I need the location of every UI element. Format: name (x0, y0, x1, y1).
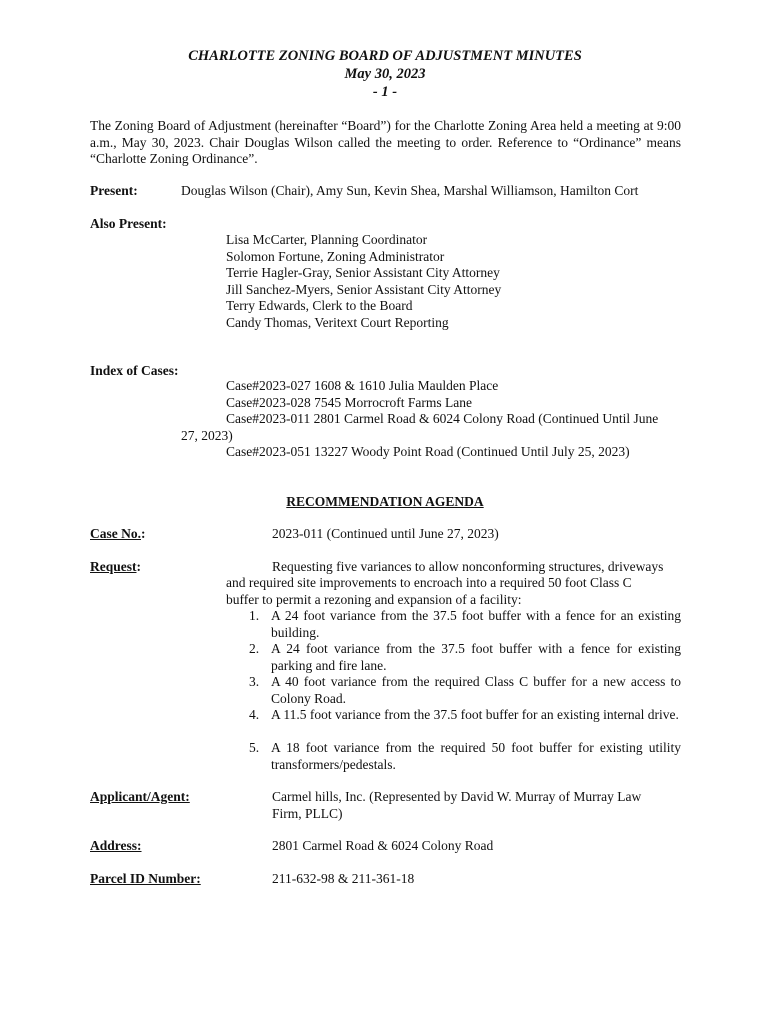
meeting-date: May 30, 2023 (344, 66, 426, 82)
staff-member: Solomon Fortune, Zoning Administrator (226, 248, 445, 264)
applicant-label: Applicant/Agent: (90, 789, 190, 804)
staff-member: Terrie Hagler-Gray, Senior Assistant City Attorney (226, 265, 500, 280)
applicant-value: Carmel hills, Inc. (Represented by David W. Murray of Murray Law Firm, PLLC) (272, 789, 642, 821)
case-index-item: Case#2023-028 7545 Morrocroft Farms Lane (226, 395, 472, 410)
address-value: 2801 Carmel Road & 6024 Colony Road (272, 838, 494, 853)
case-no-value: 2023-011 (Continued until June 27, 2023) (272, 526, 499, 541)
case-index-item: Case#2023-011 2801 Carmel Road & 6024 Colony Road (Continued Until June (226, 411, 659, 426)
agenda-heading: RECOMMENDATION AGENDA (286, 494, 484, 509)
staff-member: Candy Thomas, Veritext Court Reporting (226, 314, 449, 330)
request-line: and required site improvements to encroach into a required 50 foot Class C (226, 575, 632, 590)
staff-member: Jill Sanchez-Myers, Senior Assistant City Attorney (226, 281, 502, 297)
request-line: buffer to permit a rezoning and expansion of a facility: (226, 592, 522, 607)
staff-member: Terry Edwards, Clerk to the Board (226, 298, 413, 313)
present-label: Present: (90, 183, 138, 198)
case-index-item: Case#2023-051 13227 Woody Point Road (Continued Until July 25, 2023) (226, 444, 630, 459)
address-label: Address: (90, 838, 142, 853)
case-index-item-continued: 27, 2023) (181, 428, 233, 443)
parcel-id-value: 211-632-98 & 211-361-18 (272, 871, 415, 886)
staff-list (226, 232, 501, 331)
request-label: Request: (90, 559, 141, 574)
request-line: Requesting five variances to allow nonconforming structures, driveways (272, 559, 664, 574)
present-members: Douglas Wilson (Chair), Amy Sun, Kevin Shea, Marshal Williamson, Hamilton Cort (181, 183, 639, 198)
staff-member: Lisa McCarter, Planning Coordinator (226, 232, 428, 247)
index-of-cases-label: Index of Cases: (90, 363, 179, 378)
case-index-item: Case#2023-027 1608 & 1610 Julia Maulden Place (226, 378, 499, 393)
case-no-label: Case No.: (90, 526, 146, 541)
also-present-label: Also Present: (90, 216, 167, 231)
page-number: - 1 - (372, 84, 398, 100)
document-title: CHARLOTTE ZONING BOARD OF ADJUSTMENT MINUTES (188, 48, 582, 64)
parcel-id-label: Parcel ID Number: (90, 871, 201, 886)
intro-paragraph: The Zoning Board of Adjustment (hereinafter “Board”) for the Charlotte Zoning Area held a meeting at 9:00 a.m., May 30, 2023. Chair Douglas Wilson called the meeting to order. Reference to “Ordinance” means “Charlotte Zoning Ordinance”. (90, 118, 681, 166)
